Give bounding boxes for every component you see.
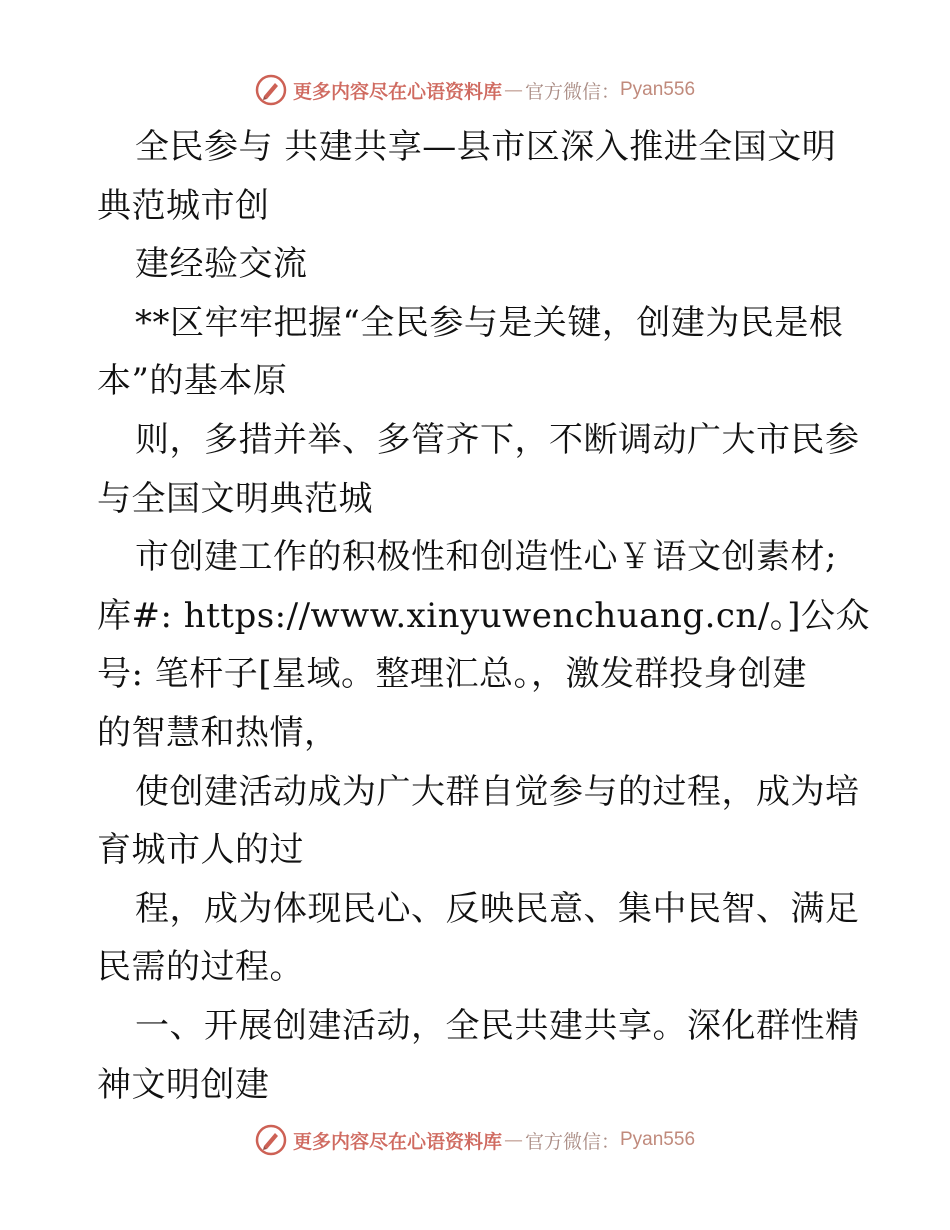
text-line: 的智慧和热情， [97,712,339,753]
text-line: 一、开展创建活动，全民共建共享。深化群性精 [135,1005,860,1046]
text-line: 民需的过程。 [97,947,304,988]
banner-lead-text: 更多内容尽在心语资料库 [292,80,502,103]
text-line: 神文明创建 [97,1064,270,1105]
header-watermark [0,70,950,110]
text-line: 则，多措并举、多管齐下，不断调动广大市民参 [135,419,860,460]
text-line: 育城市人的过 [97,830,304,871]
banner-wechat-label: 官方微信： [524,1130,620,1153]
banner-wechat-code: Pyan556 [620,1129,696,1150]
text-line: **区牢牢把握“全民参与是关键，创建为民是根 [135,302,844,343]
text-line: 与全国文明典范城 [97,478,373,519]
document-body [97,118,871,1114]
text-line: 使创建活动成为广大群自觉参与的过程，成为培 [135,771,860,812]
banner-wechat-label: 官方微信： [524,80,620,103]
text-line: 号: 笔杆子[星域。整理汇总。，激发群投身创建 [97,654,808,695]
pen-logo-icon [255,74,287,106]
text-line: 库#: https://www.xinyuwenchuang.cn/。]公众 [97,595,871,636]
text-line: 建经验交流 [135,244,308,285]
banner-dash: — [503,1129,523,1151]
text-line: 典范城市创 [97,185,270,226]
footer-watermark [0,1120,950,1160]
text-line: 市创建工作的积极性和创造性心￥语文创素材; [135,537,837,578]
banner-lead-text: 更多内容尽在心语资料库 [292,1130,502,1153]
text-line: 全民参与 共建共享—县市区深入推进全国文明 [135,127,837,167]
text-line: 程，成为体现民心、反映民意、集中民智、满足 [135,888,860,929]
pen-logo-icon [255,1124,287,1156]
text-line: 本”的基本原 [97,361,288,402]
banner-dash: — [503,79,523,101]
banner-wechat-code: Pyan556 [620,79,696,100]
